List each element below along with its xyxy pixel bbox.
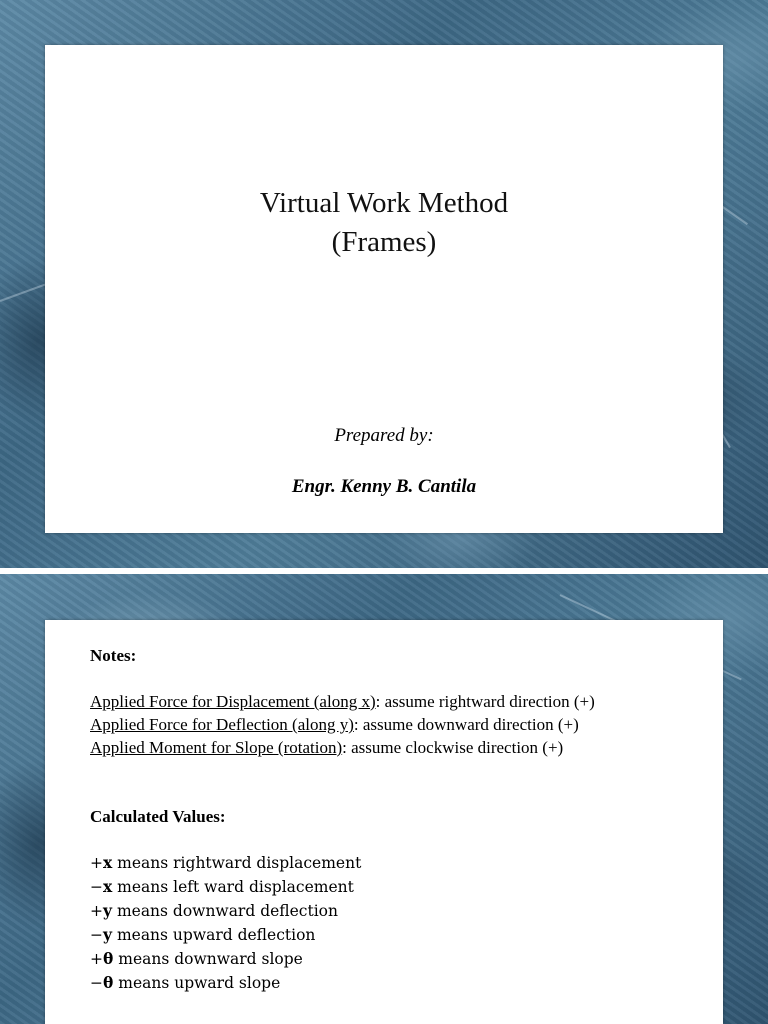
note-text: : assume downward direction (+) [353,715,579,734]
calc-text: means upward deflection [112,926,316,944]
calc-symbol: θ [103,973,114,992]
calc-symbol: x [103,877,113,896]
author-name: Engr. Kenny B. Cantila [291,476,477,497]
calculated-values-heading: Calculated Values: [90,807,226,826]
calc-text: means left ward displacement [112,878,354,896]
calc-symbol: y [103,925,113,944]
calc-text: means downward slope [113,950,303,968]
calc-item [90,971,595,995]
notes-slide-panel [45,620,723,1024]
calc-sign: + [90,854,103,872]
calc-sign: + [90,950,103,968]
note-label: Applied Force for Displacement (along x) [90,692,376,711]
calc-text: means downward deflection [112,902,338,920]
note-label: Applied Force for Deflection (along y) [90,715,354,734]
calc-sign: − [90,926,103,944]
slide-title-line-1: Virtual Work Method [259,187,509,219]
notes-slide [0,574,768,1024]
calc-sign: + [90,902,103,920]
calc-text: means upward slope [113,974,281,992]
calc-text: means rightward displacement [112,854,362,872]
note-text: : assume rightward direction (+) [375,692,595,711]
calc-item [90,947,595,971]
calc-item [90,875,595,899]
note-label: Applied Moment for Slope (rotation) [90,738,343,757]
note-displacement [90,690,595,713]
calc-item [90,923,595,947]
calc-symbol: θ [103,949,114,968]
note-text: : assume clockwise direction (+) [342,738,564,757]
prepared-by-label: Prepared by: [334,425,434,446]
note-slope [90,736,595,759]
notes-heading: Notes: [90,646,137,665]
calc-sign: − [90,974,103,992]
calc-symbol: y [103,901,113,920]
calc-item [90,899,595,923]
title-slide-panel [45,45,723,533]
calc-symbol: x [103,853,113,872]
slide-title-line-2: (Frames) [331,226,437,258]
notes-content [90,644,595,995]
calc-item [90,851,595,875]
note-deflection [90,713,595,736]
calc-sign: − [90,878,103,896]
